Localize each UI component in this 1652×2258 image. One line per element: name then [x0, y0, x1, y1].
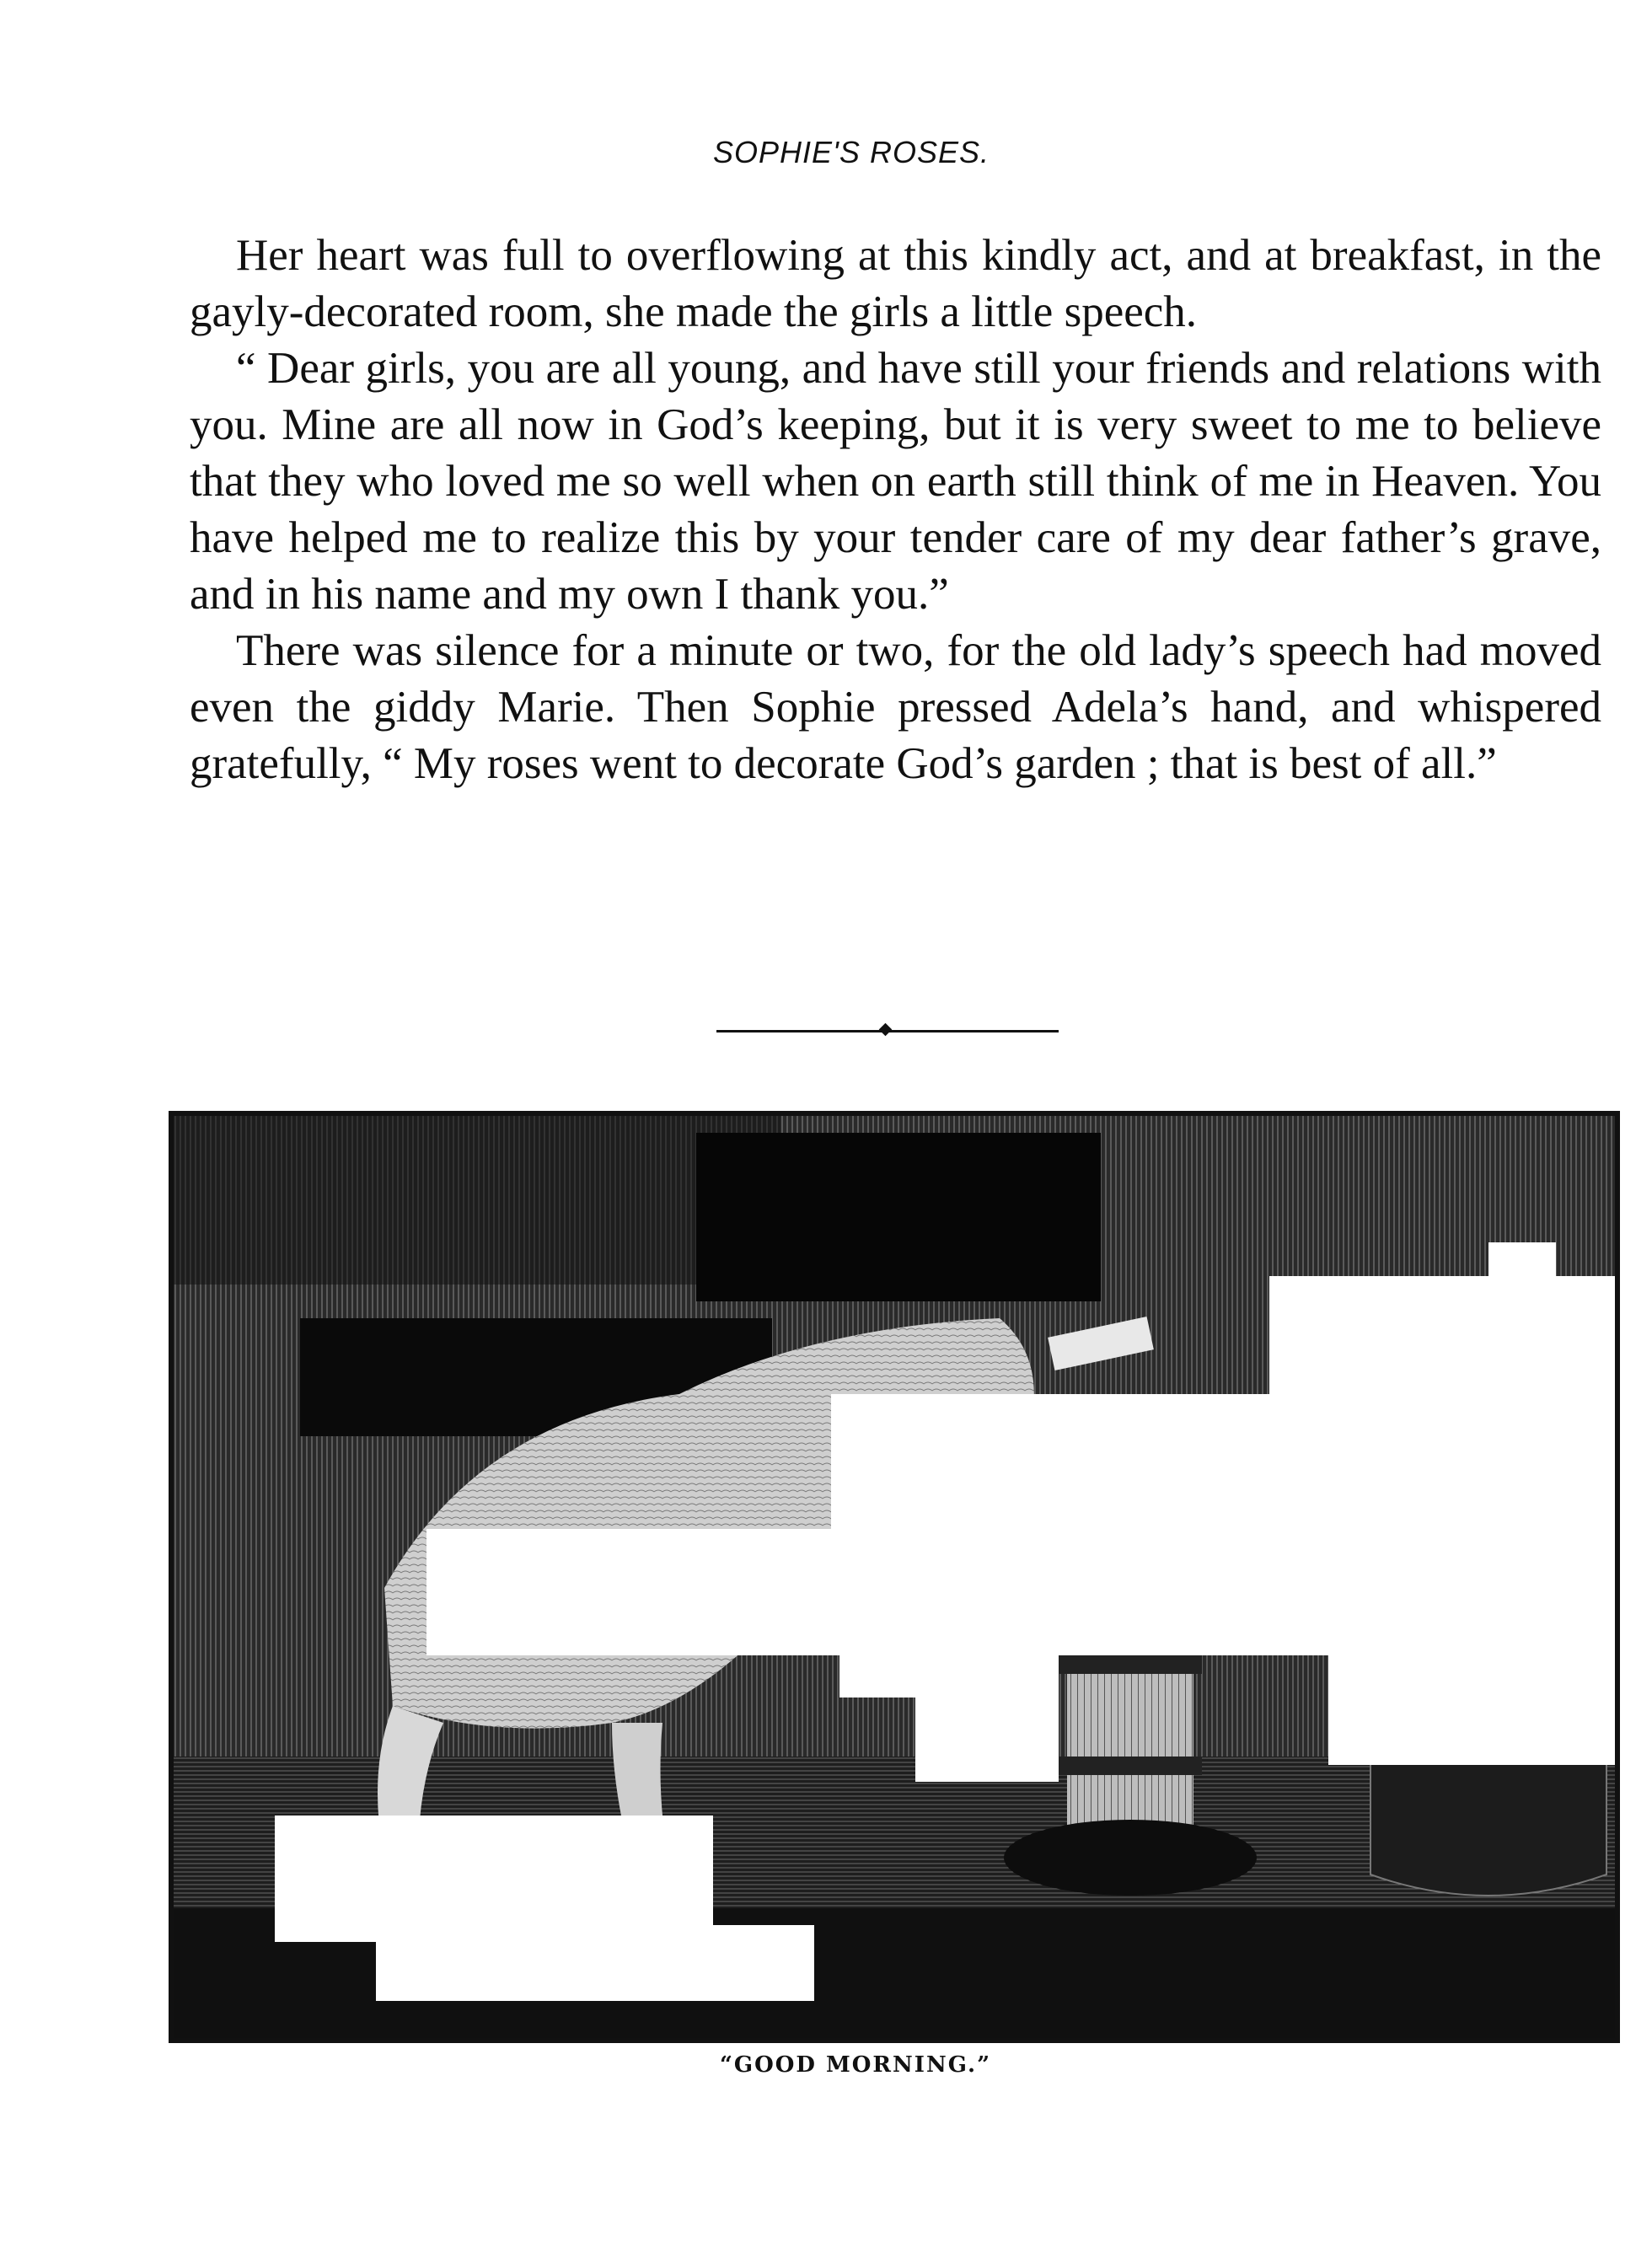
running-head — [0, 135, 1652, 170]
paragraph-3: There was silence for a minute or two, for the old lady’s speech had moved even the giddy Marie. Then Sophie pressed Adela’s hand, and whispered gratefully, “ My roses went to decorate God’s garden ; that is best of all.” — [190, 626, 1601, 788]
body-text — [190, 228, 1601, 792]
paragraph-1: Her heart was full to overflowing at this kindly act, and at breakfast, in the gayly-decorated room, she made the girls a little speech. — [190, 231, 1601, 336]
illustration-caption — [0, 2052, 1652, 2078]
caption-text: “GOOD MORNING.” — [719, 2052, 992, 2078]
running-head-text: SOPHIE'S ROSES. — [713, 135, 990, 169]
paragraph-2: “ Dear girls, you are all young, and have still your friends and relations with you. Mine are all now in God’s keeping, but it is very sweet to me to believe that they who loved me so well when on earth still think of me in Heaven. You have helped me to realize this by your tender care of my dear father’s grave, and in his name and my own I thank you.” — [190, 344, 1601, 619]
engraving-drawing — [174, 1116, 1615, 2038]
divider-diamond-icon — [879, 1023, 893, 1037]
dark-panel — [696, 1133, 1101, 1301]
engraving-illustration — [169, 1111, 1620, 2043]
section-divider-ornament — [716, 1025, 1059, 1037]
